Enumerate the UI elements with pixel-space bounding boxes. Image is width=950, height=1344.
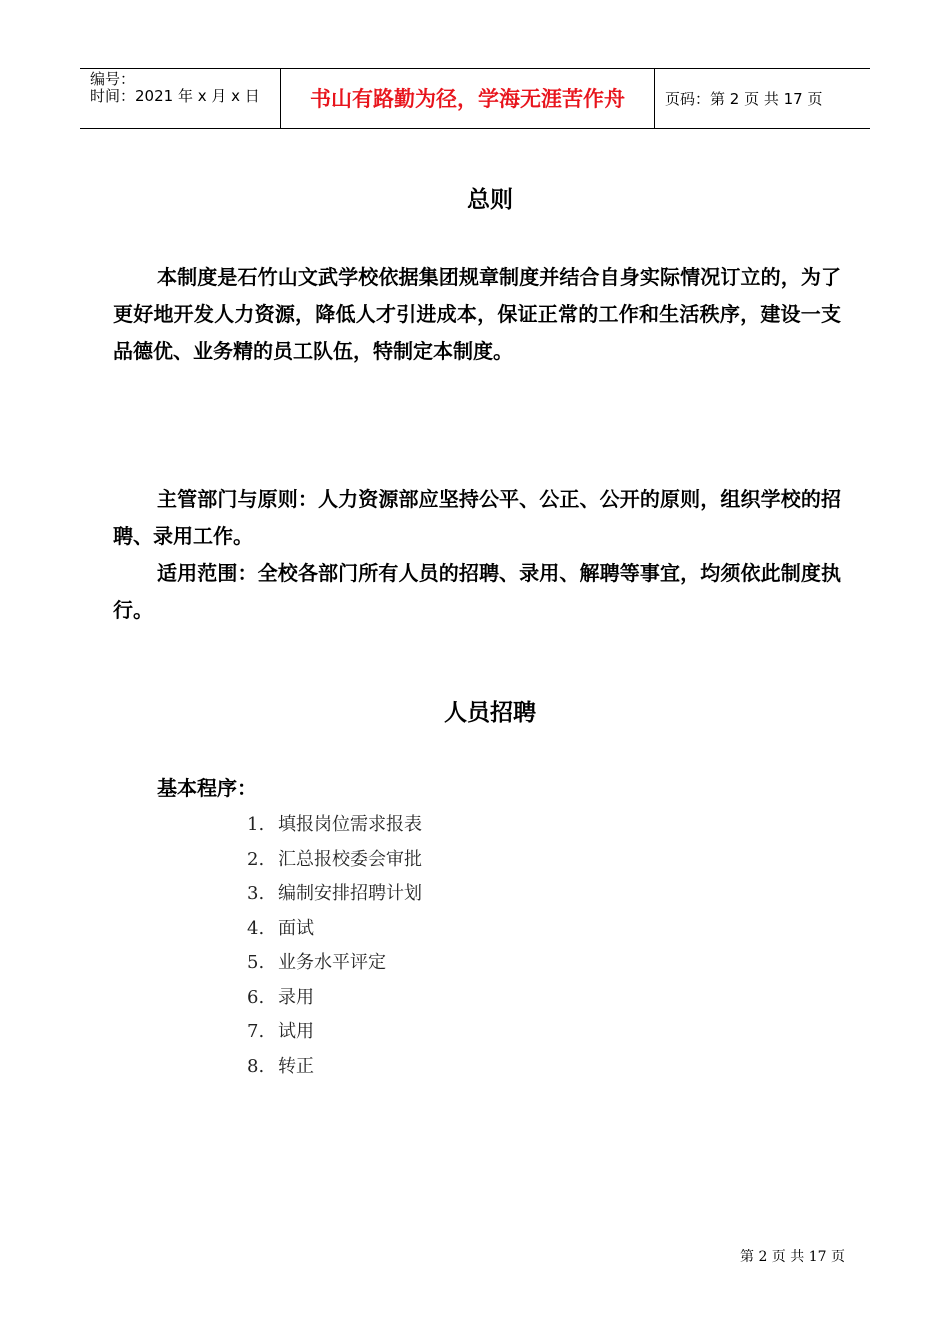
step-number: 1. — [247, 814, 265, 835]
step-text: 录用 — [278, 986, 314, 1008]
procedure-step — [247, 812, 422, 847]
header-left-cell — [80, 69, 281, 128]
time-label: 时间：2021 年 x 月 x 日 — [90, 87, 260, 105]
header-motto-cell — [281, 69, 655, 128]
procedure-step — [247, 916, 422, 951]
procedure-list — [247, 812, 422, 1088]
step-text: 编制安排招聘计划 — [278, 883, 422, 904]
step-text: 试用 — [278, 1021, 314, 1042]
procedure-step — [247, 1019, 422, 1054]
step-number: 2. — [247, 848, 265, 870]
page-header — [80, 68, 870, 129]
procedure-step — [247, 1054, 422, 1089]
header-page-cell — [655, 69, 870, 128]
step-number: 6. — [247, 986, 265, 1008]
step-text: 业务水平评定 — [278, 952, 386, 973]
header-page-info: 页码：第 2 页 共 17 页 — [665, 90, 823, 108]
step-number: 8. — [247, 1055, 265, 1077]
step-number: 4. — [247, 917, 265, 939]
procedure-step — [247, 847, 422, 882]
step-text: 转正 — [278, 1055, 314, 1077]
procedure-step — [247, 985, 422, 1020]
recruitment-title: 人员招聘 — [444, 700, 536, 726]
procedure-label: 基本程序： — [157, 776, 257, 800]
procedure-step — [247, 881, 422, 916]
step-number: 3. — [247, 883, 265, 904]
step-text: 汇总报校委会审批 — [278, 848, 422, 870]
step-text: 面试 — [278, 917, 314, 939]
scope-paragraph: 适用范围：全校各部门所有人员的招聘、录用、解聘等事宜，均须依此制度执行。 — [113, 561, 841, 622]
general-paragraph: 本制度是石竹山文武学校依据集团规章制度并结合自身实际情况订立的，为了更好地开发人力资源，降低人才引进成本，保证正常的工作和生活秩序，建设一支品德优、业务精的员工队伍，特制定本制度。 — [113, 265, 841, 363]
step-text: 填报岗位需求报表 — [278, 814, 422, 835]
number-label: 编号： — [90, 70, 136, 88]
header-motto: 书山有路勤为径，学海无涯苦作舟 — [310, 86, 625, 111]
general-title: 总则 — [467, 187, 513, 213]
step-number: 7. — [247, 1021, 265, 1042]
page-footer: 第 2 页 共 17 页 — [740, 1249, 845, 1265]
step-number: 5. — [247, 952, 265, 973]
procedure-step — [247, 950, 422, 985]
department-paragraph: 主管部门与原则：人力资源部应坚持公平、公正、公开的原则，组织学校的招聘、录用工作。 — [113, 487, 841, 548]
